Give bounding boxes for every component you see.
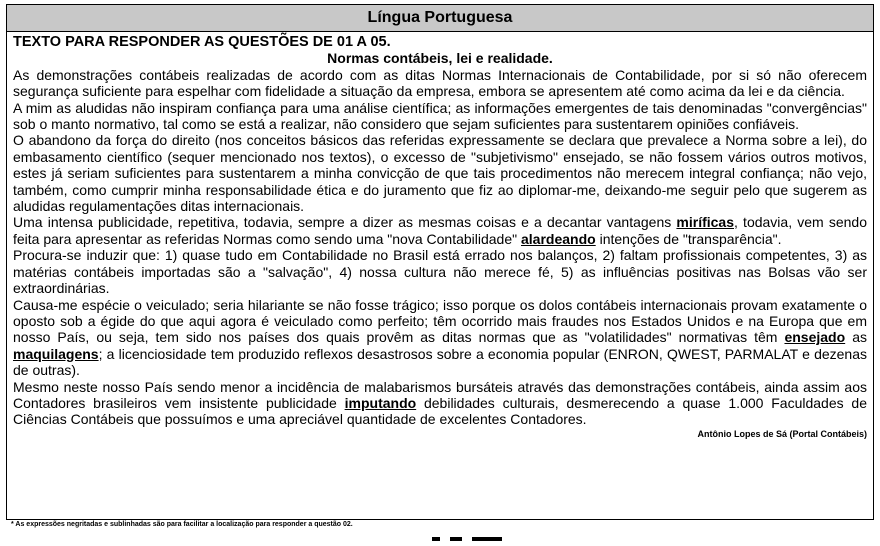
text-body xyxy=(7,32,873,440)
paragraph-1: As demonstrações contábeis realizadas de acordo com as ditas Normas Internacionais de Contabilidade, por si só não oferecem segurança suficiente para espelhar com fidelidade a situação da empresa, embora se apresentem até como acima da lei e da ciência. xyxy=(13,66,867,100)
paragraph-4: Uma intensa publicidade, repetitiva, todavia, sempre a dizer as mesmas coisas e a decantar vantagens miríficas, todavia, vem sendo feita para apresentar as referidas Normas como sendo uma "nova Contabilidade" alardeando intenções de "transparência". xyxy=(13,214,867,247)
author-credit: Antônio Lopes de Sá (Portal Contábeis) xyxy=(697,428,867,439)
text-panel xyxy=(6,4,874,520)
paragraph-3: O abandono da força do direito (nos conceitos básicos das referidas expressamente se declara que prevalece a Norma sobre a lei), do embasamento científico (sequer mencionado nos textos), o excesso de "subjetivismo" ensejado, se não fossem vários outros motivos, estes já seriam suficientes para sustentarem a minha convicção de que tais procedimentos não merecem integral confiança; não vejo, também, como cumprir minha responsabilidade ética e do juramento que fiz ao diplomar-me, deixando-me seguir pelo que sugerem as aludidas regulamentações ditas internacionais. xyxy=(13,132,867,215)
highlight-maquilagens: maquilagens xyxy=(13,345,99,362)
highlight-mirificas: miríficas xyxy=(676,214,734,231)
paragraph-2: A mim as aludidas não inspiram confiança para uma análise científica; as informações emergentes de tais denominadas "convergências" sob o manto normativo, tal como se está a realizar, não considero que sejam suficientes para sustentarem opiniões confiáveis. xyxy=(13,99,867,133)
instruction: TEXTO PARA RESPONDER AS QUESTÕES DE 01 A 05. xyxy=(13,34,391,50)
page-edge-mark xyxy=(432,528,542,532)
highlight-imputando: imputando xyxy=(344,394,417,411)
highlight-ensejado: ensejado xyxy=(784,329,846,346)
text-title: Normas contábeis, lei e realidade. xyxy=(327,50,553,67)
paragraph-5: Procura-se induzir que: 1) quase tudo em Contabilidade no Brasil está errado nos balanços, 2) faltam profissionais competentes, 3) as matérias contábeis importadas são a "salvação", 4) nossa cultura não merece fé, 5) as influências positivas nas Bolsas vão ser extraordinárias. xyxy=(13,247,867,297)
subject-header: Língua Portuguesa xyxy=(7,5,873,32)
paragraph-7: Mesmo neste nosso País sendo menor a incidência de malabarismos bursáteis através das demonstrações contábeis, ainda assim aos Contadores brasileiros vem insistente publicidade imputando debilidades culturais, desmerecendo a quase 1.000 Faculdades de Ciências Contábeis que possuímos e uma apreciável quantidade de excelentes Contadores. xyxy=(13,378,867,428)
paragraph-6: Causa-me espécie o veiculado; seria hilariante se não fosse trágico; isso porque os dolos contábeis internacionais provam exatamente o oposto sob a égide do que aqui agora é veiculado como perfeito; têm ocorrido mais fraudes nos Estados Unidos e na Europa que em nosso País, ou seja, tem sido nos países dos quais provêm as ditas normas que as "volatilidades" normativas têm ensejado as maquilagens; a licenciosidade tem produzido reflexos desastrosos sobre a economia popular (ENRON, QWEST, PARMALAT e dezenas de outras). xyxy=(13,296,867,379)
footnote: * As expressões negritadas e sublinhadas são para facilitar a localização para responder a questão 02. xyxy=(11,521,353,528)
highlight-alardeando: alardeando xyxy=(521,230,596,247)
